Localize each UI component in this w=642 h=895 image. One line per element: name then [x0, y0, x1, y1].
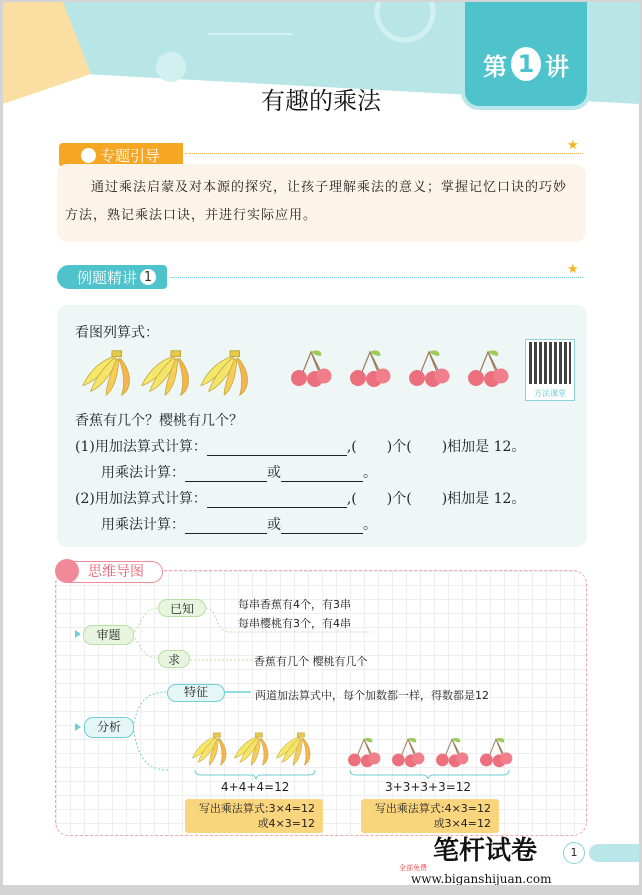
banana-icon: [275, 730, 317, 768]
node-analysis: 分析: [84, 717, 134, 738]
divider: [171, 277, 583, 278]
mindmap-header: 思维导图: [57, 561, 163, 583]
punct: 。: [363, 465, 377, 481]
punct: ,(: [346, 439, 357, 455]
section-header-example: [57, 265, 167, 289]
book-icon: [81, 148, 96, 163]
mult-label: 用乘法计算：: [101, 465, 185, 481]
cherry-multiplication-box: [361, 799, 499, 833]
banana-multiplication-box: [185, 799, 323, 833]
section-label: 专题引导: [100, 146, 161, 165]
page-tab-decoration: [589, 844, 639, 862]
node-ask: 求: [158, 650, 190, 668]
question-1-multiplication: [101, 462, 377, 482]
known-fact-2: 每串樱桃有3个，有4串: [238, 617, 351, 630]
or-text: 或: [267, 465, 281, 481]
question-2-addition: [75, 488, 525, 508]
brand-logo: 笔杆试卷: [433, 836, 538, 866]
page-title: 有趣的乘法: [261, 87, 381, 115]
banana-sum: 4+4+4=12: [221, 780, 290, 794]
answer-blank[interactable]: [185, 468, 267, 482]
section-label: 例题精讲: [77, 268, 138, 287]
question-1-addition: [75, 436, 525, 456]
banana-mult-2: 或4×3=12: [257, 817, 315, 830]
lesson-number: 1: [511, 47, 541, 81]
question-2-multiplication: [101, 514, 377, 534]
or-text: 或: [267, 517, 281, 533]
sum-text: )相加是 12。: [441, 439, 526, 455]
qr-code[interactable]: [525, 339, 575, 401]
cherry-icon: [348, 348, 392, 388]
feature-text: 两道加法算式中，每个加数都一样，得数都是12: [255, 689, 489, 702]
example-number: 1: [140, 269, 156, 285]
example-prompt: 看图列算式：: [75, 325, 159, 341]
banana-icon: [140, 348, 198, 398]
cherry-icon: [407, 348, 451, 388]
brand-url[interactable]: www.biganshijuan.com: [411, 872, 552, 885]
cherry-mult-1: 写出乘法算式:4×3=12: [374, 802, 491, 815]
qr-code-image: [529, 342, 571, 384]
lesson-suffix: 讲: [545, 52, 569, 81]
divider: [185, 153, 583, 154]
example-question: 香蕉有几个？樱桃有几个？: [75, 413, 243, 429]
punct: 。: [363, 517, 377, 533]
cherry-icon: [434, 736, 470, 768]
ask-text: 香蕉有几个 樱桃有几个: [254, 655, 368, 668]
intro-box: [57, 164, 586, 242]
banana-icon: [199, 348, 257, 398]
mindmap-cherries: [346, 736, 511, 770]
node-known: 已知: [158, 599, 206, 617]
answer-blank[interactable]: [207, 442, 347, 456]
answer-blank[interactable]: [281, 468, 363, 482]
qr-label: 方法课堂: [534, 389, 566, 398]
answer-blank[interactable]: [281, 520, 363, 534]
q1-label: (1)用加法算式计算：: [75, 439, 207, 455]
cherry-mult-2: 或3×4=12: [433, 817, 491, 830]
star-icon: ★: [567, 262, 579, 277]
intro-text: 通过乘法启蒙及对本源的探究，让孩子理解乘法的意义；掌握记忆口诀的巧妙方法，熟记乘法口诀，并进行实际应用。: [65, 180, 568, 223]
banana-mult-1: 写出乘法算式:3×4=12: [198, 802, 315, 815]
node-review: 审题: [83, 625, 134, 645]
node-feature: 特征: [167, 684, 225, 702]
cherry-icon: [466, 348, 510, 388]
punct: )个(: [386, 491, 412, 507]
sum-text: )相加是 12。: [441, 491, 526, 507]
cherry-icon: [478, 736, 514, 768]
banana-icon: [233, 730, 275, 768]
star-icon: ★: [567, 138, 579, 153]
answer-blank[interactable]: [185, 520, 267, 534]
lesson-badge: [465, 2, 587, 106]
page-number: 1: [563, 842, 585, 864]
known-fact-1: 每串香蕉有4个，有3串: [238, 598, 351, 611]
mindmap-bananas: [191, 730, 316, 770]
banana-icon: [81, 348, 139, 398]
cherry-icon: [346, 736, 382, 768]
braces: [193, 768, 513, 780]
punct: )个(: [386, 439, 412, 455]
cherry-icon: [390, 736, 426, 768]
worksheet-page: [3, 2, 639, 885]
answer-blank[interactable]: [207, 494, 347, 508]
cherry-sum: 3+3+3+3=12: [385, 780, 472, 794]
lesson-prefix: 第: [483, 52, 507, 81]
free-tag: 全部免费: [399, 864, 427, 872]
cherry-icon: [289, 348, 333, 388]
q2-label: (2)用加法算式计算：: [75, 491, 207, 507]
mult-label: 用乘法计算：: [101, 517, 185, 533]
fruit-picture: [81, 348, 511, 398]
banana-icon: [191, 730, 233, 768]
punct: ,(: [346, 491, 357, 507]
